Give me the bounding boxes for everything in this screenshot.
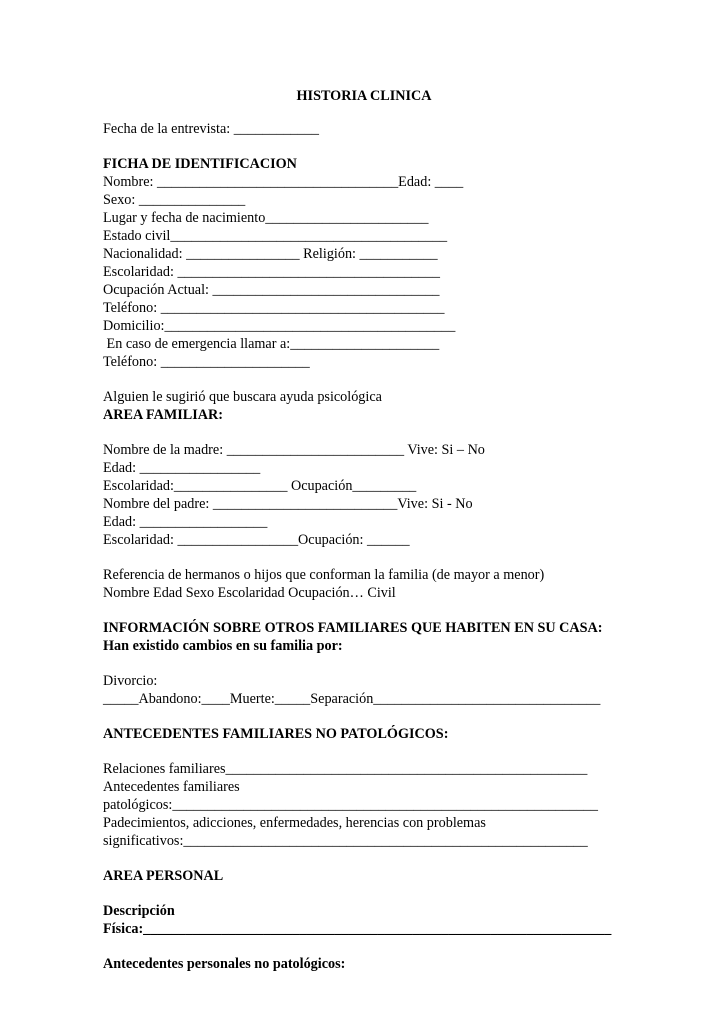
- conditions-label: Padecimientos, adicciones, enfermedades, herencias con problemas: [103, 815, 486, 831]
- referral-line: Alguien le sugirió que buscara ayuda psicológica: [103, 389, 382, 405]
- phone-line: Teléfono: ________________________________________: [103, 300, 445, 316]
- section-heading-other-relatives: INFORMACIÓN SOBRE OTROS FAMILIARES QUE HABITEN EN SU CASA:: [103, 620, 603, 636]
- document-title: HISTORIA CLINICA: [296, 88, 432, 104]
- pathological-history-label: Antecedentes familiares: [103, 779, 240, 795]
- pathological-history-line: patológicos:____________________________________________________________: [103, 797, 598, 813]
- siblings-columns-line: Nombre Edad Sexo Escolaridad Ocupación… Civil: [103, 585, 396, 601]
- section-heading-personal: AREA PERSONAL: [103, 868, 224, 884]
- section-heading-family: AREA FAMILIAR:: [103, 407, 223, 423]
- family-changes-options-line: _____Abandono:____Muerte:_____Separación________________________________: [103, 691, 601, 707]
- significant-line: significativos:_________________________________________________________: [103, 833, 588, 849]
- physical-description-label: Descripción: [103, 903, 175, 919]
- family-changes-heading: Han existido cambios en su familia por:: [103, 638, 343, 654]
- sex-line: Sexo: _______________: [103, 192, 246, 208]
- physical-description-line: Física:__________________________________________________________________: [103, 921, 612, 937]
- emergency-contact-line: En caso de emergencia llamar a:_____________________: [103, 336, 440, 352]
- schooling-line: Escolaridad: _____________________________________: [103, 264, 440, 280]
- civil-status-line: Estado civil_______________________________________: [103, 228, 448, 244]
- emergency-phone-line: Teléfono: _____________________: [103, 354, 310, 370]
- father-age-line: Edad: __________________: [103, 514, 268, 530]
- section-heading-non-pathological-family: ANTECEDENTES FAMILIARES NO PATOLÓGICOS:: [103, 726, 449, 742]
- address-line: Domicilio:_________________________________________: [103, 318, 456, 334]
- birth-place-date-line: Lugar y fecha de nacimiento_______________________: [103, 210, 429, 226]
- father-schooling-line: Escolaridad: _________________Ocupación: ______: [103, 532, 410, 548]
- divorce-line: Divorcio:: [103, 673, 158, 689]
- mother-name-line: Nombre de la madre: _________________________ Vive: Si – No: [103, 442, 485, 458]
- siblings-reference-line: Referencia de hermanos o hijos que conforman la familia (de mayor a menor): [103, 567, 545, 583]
- nationality-religion-line: Nacionalidad: ________________ Religión: ___________: [103, 246, 438, 262]
- family-relations-line: Relaciones familiares___________________________________________________: [103, 761, 588, 777]
- personal-non-pathological-heading: Antecedentes personales no patológicos:: [103, 956, 346, 972]
- interview-date-line: Fecha de la entrevista: ____________: [103, 121, 319, 137]
- father-name-line: Nombre del padre: __________________________Vive: Si - No: [103, 496, 473, 512]
- section-heading-identification: FICHA DE IDENTIFICACION: [103, 156, 297, 172]
- name-age-line: Nombre: __________________________________Edad: ____: [103, 174, 464, 190]
- current-occupation-line: Ocupación Actual: ________________________________: [103, 282, 440, 298]
- mother-schooling-line: Escolaridad:________________ Ocupación_________: [103, 478, 417, 494]
- mother-age-line: Edad: _________________: [103, 460, 261, 476]
